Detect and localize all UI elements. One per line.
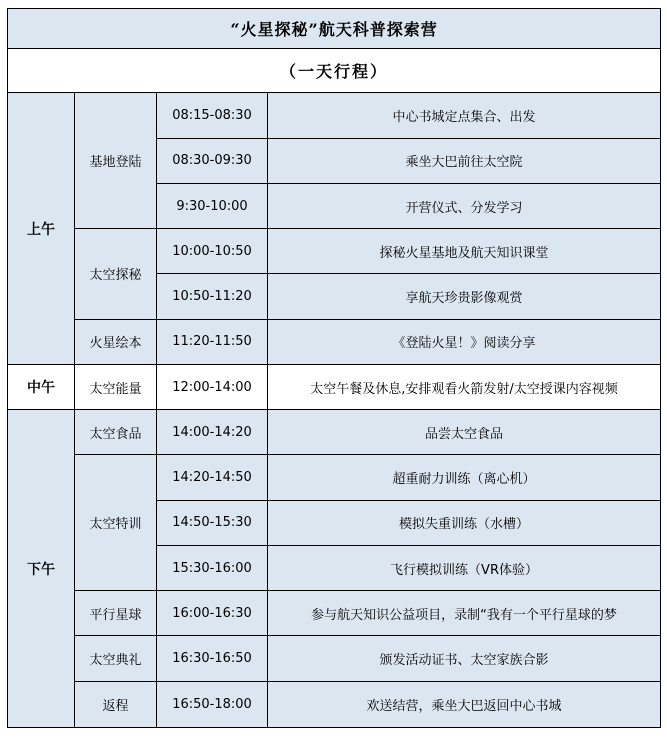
activity-cell: 中心书城定点集合、出发 [268, 93, 661, 138]
time-cell: 10:00-10:50 [157, 229, 268, 274]
subtitle-row [8, 49, 661, 93]
time-cell: 08:15-08:30 [157, 93, 268, 138]
group-label: 返程 [75, 681, 157, 727]
time-cell: 12:00-14:00 [157, 364, 268, 409]
table-row [8, 93, 661, 138]
time-cell: 08:30-09:30 [157, 138, 268, 183]
activity-cell: 乘坐大巴前往太空院 [268, 138, 661, 183]
itinerary-table [7, 8, 661, 728]
period-afternoon: 下午 [8, 410, 75, 728]
group-label: 太空食品 [75, 410, 157, 455]
activity-cell: 超重耐力训练（离心机） [268, 455, 661, 500]
table-row [8, 591, 661, 636]
group-label: 平行星球 [75, 591, 157, 636]
activity-cell: 太空午餐及休息,安排观看火箭发射/太空授课内容视频 [268, 364, 661, 409]
activity-cell: 探秘火星基地及航天知识课堂 [268, 229, 661, 274]
time-cell: 14:20-14:50 [157, 455, 268, 500]
group-label: 基地登陆 [75, 93, 157, 229]
time-cell: 9:30-10:00 [157, 183, 268, 228]
time-cell: 14:00-14:20 [157, 410, 268, 455]
activity-cell: 参与航天知识公益项目，录制“我有一个平行星球的梦 [268, 591, 661, 636]
title-row [8, 9, 661, 49]
time-cell: 16:30-16:50 [157, 636, 268, 681]
table-row [8, 364, 661, 409]
table-row [8, 681, 661, 727]
table-title: “火星探秘”航天科普探索营 [8, 9, 661, 49]
activity-cell: 《登陆火星！》阅读分享 [268, 319, 661, 364]
table-row [8, 636, 661, 681]
activity-cell: 享航天珍贵影像观赏 [268, 274, 661, 319]
table-subtitle: （一天行程） [8, 49, 661, 93]
group-label: 太空探秘 [75, 229, 157, 320]
time-cell: 16:50-18:00 [157, 681, 268, 727]
table-row [8, 319, 661, 364]
activity-cell: 品尝太空食品 [268, 410, 661, 455]
activity-cell: 模拟失重训练（水槽） [268, 500, 661, 545]
time-cell: 11:20-11:50 [157, 319, 268, 364]
time-cell: 15:30-16:00 [157, 545, 268, 590]
activity-cell: 颁发活动证书、太空家族合影 [268, 636, 661, 681]
activity-cell: 欢送结营，乘坐大巴返回中心书城 [268, 681, 661, 727]
time-cell: 10:50-11:20 [157, 274, 268, 319]
table-row [8, 455, 661, 500]
period-morning: 上午 [8, 93, 75, 365]
time-cell: 14:50-15:30 [157, 500, 268, 545]
group-label: 火星绘本 [75, 319, 157, 364]
time-cell: 16:00-16:30 [157, 591, 268, 636]
group-label: 太空特训 [75, 455, 157, 591]
group-label: 太空典礼 [75, 636, 157, 681]
table-row [8, 229, 661, 274]
table-row [8, 410, 661, 455]
activity-cell: 飞行模拟训练（VR体验） [268, 545, 661, 590]
period-noon: 中午 [8, 364, 75, 409]
activity-cell: 开营仪式、分发学习 [268, 183, 661, 228]
group-label: 太空能量 [75, 364, 157, 409]
